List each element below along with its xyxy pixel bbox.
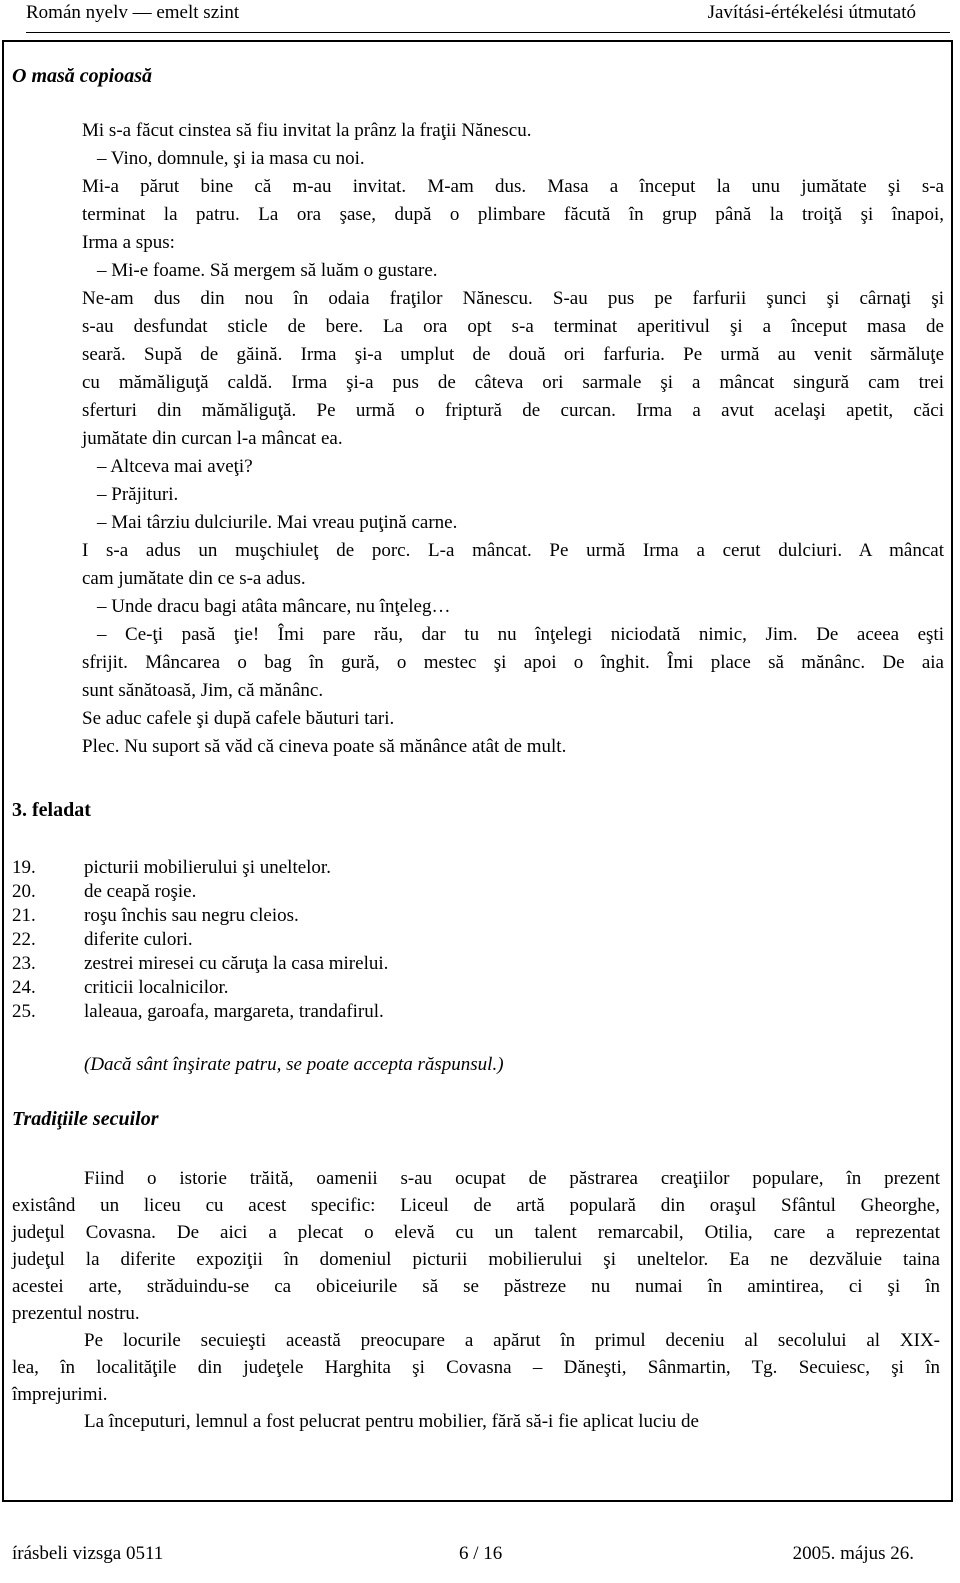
answer-item [12, 880, 388, 904]
story-line: sunt sănătoasă, Jim, că mănânc. [82, 680, 324, 701]
story-line: cam jumătate din ce s-a adus. [82, 568, 306, 589]
answer-text: diferite culori. [84, 929, 193, 950]
story-line: sferturi din mămăliguţă. Pe urmă o friptură de curcan. Irma a avut acelaşi apetit, căci [82, 400, 944, 421]
answer-text: roşu închis sau negru cleios. [84, 905, 299, 926]
footer-date: 2005. május 26. [792, 1543, 914, 1564]
header-rule [26, 32, 950, 33]
task-label: 3. feladat [12, 799, 91, 821]
answer-number: 20. [12, 881, 36, 902]
story-line: – Mi-e foame. Să mergem să luăm o gustare. [97, 260, 438, 281]
essay-line: judeţul la diferite expoziţii în domeniul picturii mobilierului şi uneltelor. Ea ne dezvăluie taina [12, 1249, 940, 1270]
story-line: jumătate din curcan l-a mâncat ea. [82, 428, 343, 449]
answer-item [12, 928, 388, 952]
answer-number: 23. [12, 953, 36, 974]
story-line: – Unde dracu bagi atâta mâncare, nu înţeleg… [97, 596, 451, 617]
answer-text: zestrei miresei cu căruţa la casa mirelui. [84, 953, 389, 974]
answer-item [12, 904, 388, 928]
answer-text: de ceapă roşie. [84, 881, 197, 902]
header-guide: Javítási-értékelési útmutató [707, 2, 916, 23]
story-line: terminat la patru. La ora şase, după o plimbare făcută în grup până la troiţă şi înapoi, [82, 204, 944, 225]
answer-item [12, 952, 388, 976]
answer-note: (Dacă sânt înşirate patru, se poate accepta răspunsul.) [84, 1054, 504, 1075]
story-line: cu mămăliguţă caldă. Irma şi-a pus de câteva ori sarmale şi a mâncat singură cam trei [82, 372, 944, 393]
story-line: – Ce-ţi pasă ţie! Îmi pare rău, dar tu nu înţelegi niciodată nimic, Jim. De aceea eşti [97, 624, 944, 645]
essay-line: Pe locurile secuieşti această preocupare a apărut în primul deceniu al secolului al XIX- [84, 1330, 940, 1351]
essay-line: La începuturi, lemnul a fost pelucrat pentru mobilier, fără să-i fie aplicat luciu de [84, 1411, 699, 1432]
essay-line: acestei arte, străduindu-se ca obiceiurile să se păstreze nu numai în amintirea, ci şi în [12, 1276, 940, 1297]
story-line: Mi-a părut bine că m-au invitat. M-am dus. Masa a început la unu jumătate şi s-a [82, 176, 944, 197]
answer-text: picturii mobilierului şi uneltelor. [84, 857, 331, 878]
essay-text [12, 1165, 940, 1435]
story-line: I s-a adus un muşchiuleţ de porc. L-a mâncat. Pe urmă Irma a cerut dulciuri. A mâncat [82, 540, 944, 561]
story-line: s-au desfundat sticle de bere. La ora opt s-a terminat aperitivul şi a început masa de [82, 316, 944, 337]
story-line: sfrijit. Mâncarea o bag în gură, o mestec şi apoi o înghit. Îmi place să mănânc. De aia [82, 652, 944, 673]
answer-number: 25. [12, 1001, 36, 1022]
answer-item [12, 856, 388, 880]
footer-exam: írásbeli vizsga 0511 [12, 1543, 164, 1564]
story-line: Se aduc cafele şi după cafele băuturi tari. [82, 708, 395, 729]
answer-number: 21. [12, 905, 36, 926]
answer-list [12, 856, 388, 1024]
header-subject: Román nyelv — emelt szint [26, 2, 240, 23]
story-title: O masă copioasă [12, 65, 152, 87]
essay-title: Tradiţiile secuilor [12, 1108, 159, 1130]
essay-line: existând un liceu cu acest specific: Liceul de artă populară din oraşul Sfântul Gheorghe, [12, 1195, 940, 1216]
answer-item [12, 1000, 388, 1024]
story-line: Ne-am dus din nou în odaia fraţilor Nănescu. S-au pus pe farfurii şunci şi cârnaţi şi [82, 288, 944, 309]
answer-number: 19. [12, 857, 36, 878]
footer-page-number: 6 / 16 [459, 1543, 503, 1564]
story-line: – Altceva mai aveţi? [97, 456, 253, 477]
essay-line: lea, în localităţile din judeţele Harghita şi Covasna – Dăneşti, Sânmartin, Tg. Secuiesc, şi în [12, 1357, 940, 1378]
story-line: – Prăjituri. [97, 484, 179, 505]
answer-text: laleaua, garoafa, margareta, trandafirul. [84, 1001, 384, 1022]
story-line: Irma a spus: [82, 232, 175, 253]
answer-item [12, 976, 388, 1000]
story-line: Plec. Nu suport să văd că cineva poate să mănânce atât de mult. [82, 736, 567, 757]
answer-number: 22. [12, 929, 36, 950]
essay-line: împrejurimi. [12, 1384, 108, 1405]
page-footer [12, 1543, 914, 1569]
story-line: Mi s-a făcut cinstea să fiu invitat la prânz la fraţii Nănescu. [82, 120, 532, 141]
answer-text: criticii localnicilor. [84, 977, 229, 998]
story-line: – Mai târziu dulciurile. Mai vreau puţină carne. [97, 512, 458, 533]
essay-line: judeţul Covasna. De aici a plecat o elevă cu un talent remarcabil, Otilia, care a reprezentat [12, 1222, 940, 1243]
story-line: – Vino, domnule, şi ia masa cu noi. [97, 148, 365, 169]
page-header [26, 0, 950, 30]
essay-line: Fiind o istorie trăită, oamenii s-au ocupat de păstrarea creaţiilor populare, în prezent [84, 1168, 940, 1189]
story-text [82, 117, 944, 761]
answer-number: 24. [12, 977, 36, 998]
essay-line: prezentul nostru. [12, 1303, 140, 1324]
story-line: seară. Supă de găină. Irma şi-a umplut de două ori farfuria. Pe urmă au venit sărmăluţe [82, 344, 944, 365]
